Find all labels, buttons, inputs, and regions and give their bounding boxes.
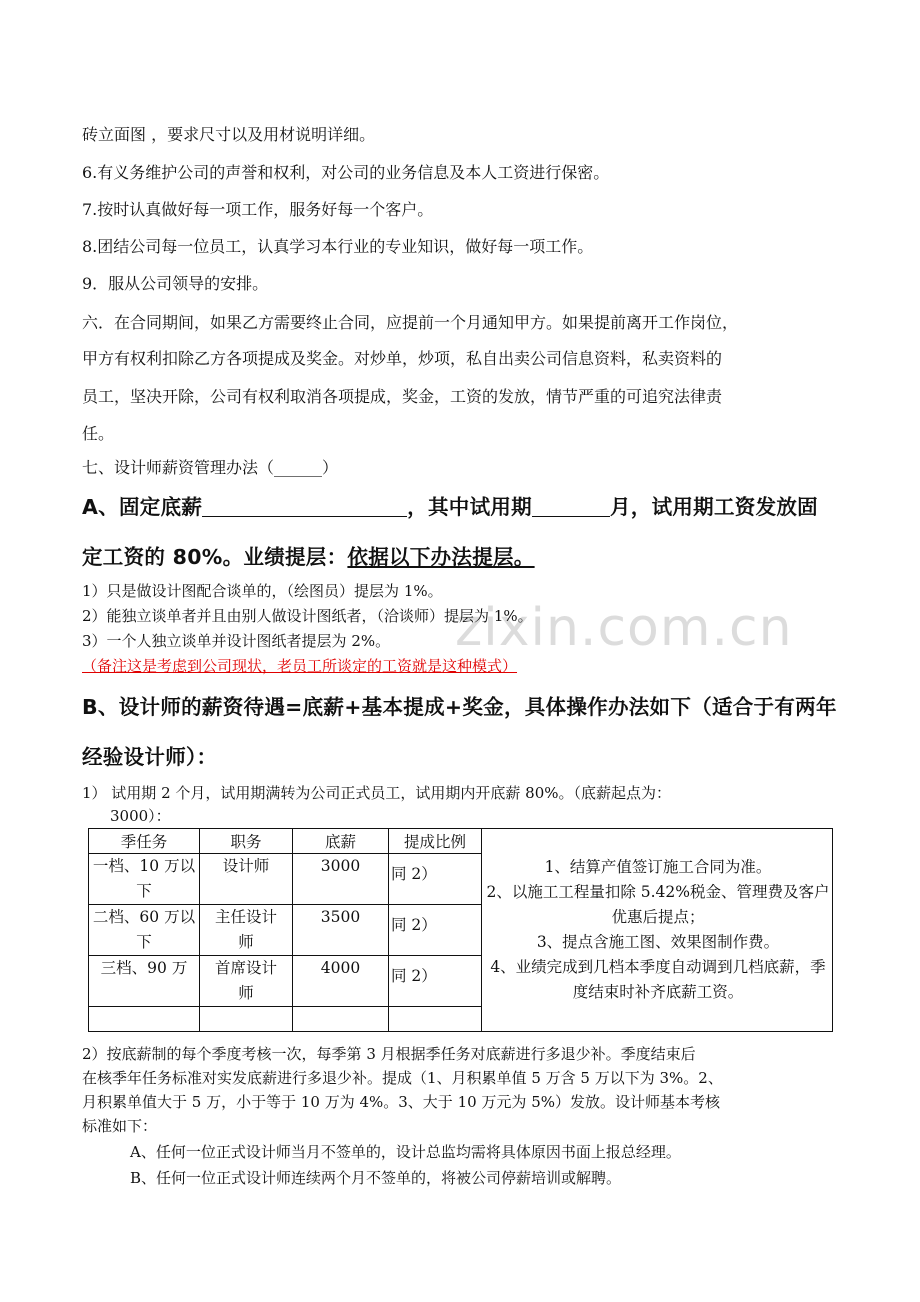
section-2-line-4: 标准如下：: [82, 1117, 158, 1135]
header-task: 季任务: [89, 829, 200, 854]
section-a-item-2: 2）能独立谈单者并且由别人做设计图纸者，（洽谈师）提层为 1%。: [82, 607, 533, 625]
text-line-5: 9．服从公司领导的安排。: [82, 274, 269, 293]
text-line-4: 8.团结公司每一位员工，认真学习本行业的专业知识，做好每一项工作。: [82, 237, 594, 256]
section-a-trial: ，其中试用期: [407, 495, 532, 519]
note-item-4: 4、业绩完成到几档本季度自动调到几档底薪，季度结束时补齐底薪工资。: [490, 958, 826, 1001]
header-role: 职务: [200, 829, 293, 854]
note-item-2: 2、以施工工程量扣除 5.42%税金、管理费及客户优惠后提点；: [486, 883, 830, 926]
row-2-role-b: 师: [238, 933, 254, 951]
section-2-rule-a: A、任何一位正式设计师当月不签单的，设计总监均需将具体原因书面上报总经理。: [130, 1143, 681, 1161]
row-2-base: 3500: [293, 905, 389, 956]
note-item-3: 3、提点含施工图、效果图制作费。: [536, 933, 780, 951]
section-a-line-1: [82, 490, 818, 520]
base-salary-blank: [202, 498, 407, 517]
section-seven-heading: 七、设计师薪资管理办法（______）: [82, 458, 339, 477]
notes-cell: [482, 829, 833, 1032]
table-header-row: [89, 829, 833, 854]
section-a-note: （备注这是考虑到公司现状，老员工所谈定的工资就是这种模式）: [82, 657, 518, 675]
row-3-task-a: 三档、90 万: [100, 959, 188, 977]
section-a-item-3: 3）一个人独立谈单并设计图纸者提层为 2%。: [82, 632, 391, 650]
row-3-ratio: 同 2）: [391, 967, 437, 985]
section-2-line-1: 2）按底薪制的每个季度考核一次，每季第 3 月根据季任务对底薪进行多退少补。季度结束后: [82, 1045, 696, 1063]
row-1-task-a: 一档、10 万以: [92, 857, 196, 875]
row-3-role-a: 首席设计: [214, 959, 277, 977]
text-line-6: 六．在合同期间，如果乙方需要终止合同，应提前一个月通知甲方。如果提前离开工作岗位，: [82, 313, 739, 332]
section-2-rule-b: B、任何一位正式设计师连续两个月不签单的，将被公司停薪培训或解聘。: [130, 1169, 622, 1187]
text-line-7: 甲方有权利扣除乙方各项提成及奖金。对炒单，炒项，私自出卖公司信息资料，私卖资料的: [82, 349, 723, 368]
row-2-ratio: 同 2）: [391, 916, 437, 934]
section-b-item-1-cont: 3000）：: [110, 807, 171, 825]
text-line-3: 7.按时认真做好每一项工作，服务好每一个客户。: [82, 200, 434, 219]
section-2-line-2: 在核季年任务标准对实发底薪进行多退少补。提成（1、月积累单值 5 万含 5 万以下为 3%。2、: [82, 1069, 723, 1087]
note-item-1: 1、结算产值签订施工合同为准。: [544, 858, 772, 876]
row-2-task-a: 二档、60 万以: [92, 908, 196, 926]
text-line-2: 6.有义务维护公司的声誉和权利，对公司的业务信息及本人工资进行保密。: [82, 163, 610, 182]
section-a-item-1: 1）只是做设计图配合谈单的，（绘图员）提层为 1%。: [82, 582, 443, 600]
row-1-base: 3000: [293, 854, 389, 905]
section-2-line-3: 月积累单值大于 5 万，小于等于 10 万为 4%。3、大于 10 万元为 5%）发放。设计师基本考核: [82, 1093, 721, 1111]
section-b-heading-2: 经验设计师）：: [82, 745, 218, 769]
text-line-9: 任。: [82, 424, 115, 443]
row-3-base: 4000: [293, 956, 389, 1007]
header-ratio: 提成比例: [389, 829, 482, 854]
row-1-task-b: 下: [136, 882, 152, 900]
trial-months-blank: [532, 498, 610, 517]
notes-list: [482, 855, 832, 1005]
header-base: 底薪: [293, 829, 389, 854]
salary-table: [88, 828, 833, 1032]
section-b-heading-1: B、设计师的薪资待遇=底薪+基本提成+奖金，具体操作办法如下（适合于有两年: [82, 695, 837, 719]
row-1-role-a: 设计师: [222, 857, 270, 875]
row-2-task-b: 下: [136, 933, 152, 951]
section-b-item-1: 1） 试用期 2 个月，试用期满转为公司正式员工，试用期内开底薪 80%。（底薪起点为：: [82, 784, 672, 802]
section-a-rest: 月，试用期工资发放固: [609, 495, 818, 519]
text-line-1: 砖立面图 ，要求尺寸以及用材说明详细。: [82, 125, 376, 144]
text-line-8: 员工，坚决开除，公司有权利取消各项提成，奖金，工资的发放，情节严重的可追究法律责: [82, 387, 723, 406]
section-a-line-2: [82, 540, 535, 570]
row-3-role-b: 师: [238, 984, 254, 1002]
section-a-label: A、固定底薪: [82, 495, 203, 519]
row-1-ratio: 同 2）: [391, 865, 437, 883]
watermark-text: zixin.com.cn: [455, 598, 793, 658]
row-2-role-a: 主任设计: [214, 908, 277, 926]
section-a-line2-a: 定工资的 80%。业绩提层：: [82, 545, 348, 569]
section-a-line2-b: 依据以下办法提层。: [347, 545, 535, 569]
